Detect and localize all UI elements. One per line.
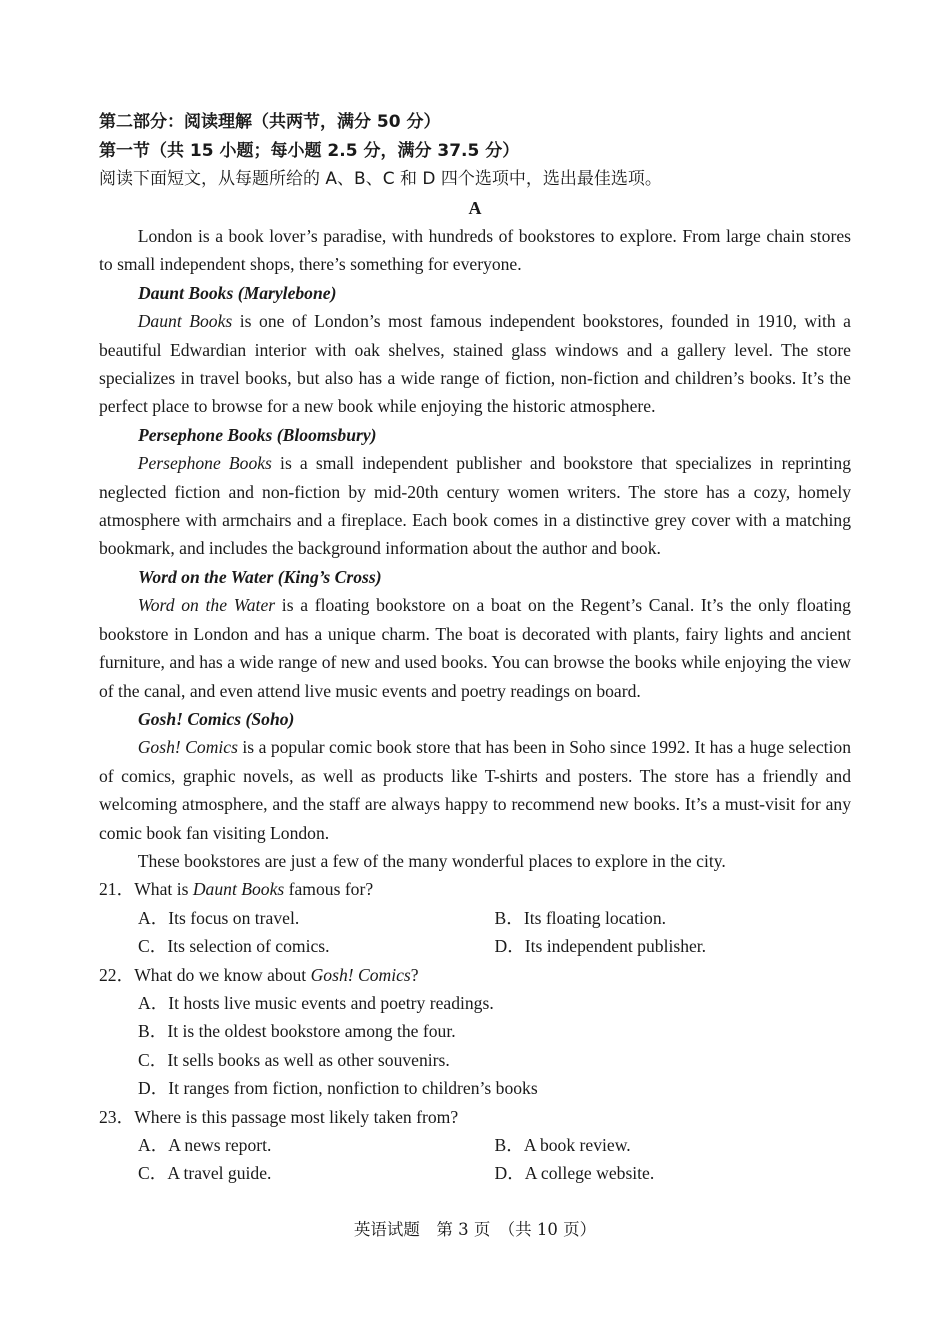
sub-heading: 第一节（共 15 小题；每小题 2.5 分，满分 37.5 分）	[99, 140, 520, 161]
store-heading-word-on-the-water: Word on the Water (King’s Cross)	[138, 566, 382, 587]
question-number: 22．	[99, 964, 135, 985]
question-21	[99, 875, 851, 903]
store-name: Daunt Books	[137, 311, 233, 332]
store-description: is one of London’s most famous independent bookstores, founded in 1910, with a beautiful Edwardian interior with oak shelves, stained glass windows and a gallery level. The store specializes in travel books, but also has a wide range of fiction, non-fiction and children’s books. It’s the perfect place to browse for a new book while enjoying the historic atmosphere.	[99, 311, 851, 417]
question-text-post: ?	[410, 964, 419, 985]
store-text-persephone	[99, 449, 851, 563]
question-text-italic: Gosh! Comics	[310, 964, 411, 985]
part-heading: 第二部分：阅读理解（共两节，满分 50 分）	[99, 112, 441, 132]
instruction: 阅读下面短文，从每题所给的 A、B、C 和 D 四个选项中，选出最佳选项。	[99, 169, 662, 189]
question-text-pre: What is	[134, 879, 193, 900]
options-row	[99, 932, 851, 960]
store-heading-persephone: Persephone Books (Bloomsbury)	[138, 424, 377, 445]
page-footer: 英语试题 第 3 页 （共 10 页）	[353, 1220, 597, 1239]
store-heading-gosh-comics: Gosh! Comics (Soho)	[138, 708, 295, 729]
store-text-gosh-comics	[99, 733, 851, 847]
option-d[interactable]: D．A college website.	[494, 1163, 655, 1184]
option-a[interactable]: A．It hosts live music events and poetry readings.	[138, 992, 494, 1013]
option-d[interactable]: D．It ranges from fiction, nonfiction to children’s books	[138, 1078, 538, 1099]
store-text-word-on-the-water	[99, 591, 851, 705]
question-text-italic: Daunt Books	[192, 879, 285, 900]
question-22	[99, 961, 851, 989]
exam-page	[99, 108, 851, 1188]
option-c[interactable]: C．It sells books as well as other souvenirs.	[138, 1049, 450, 1070]
passage-intro: London is a book lover’s paradise, with hundreds of bookstores to explore. From large chain stores to small independent shops, there’s something for everyone.	[99, 226, 851, 275]
option-a[interactable]: A．Its focus on travel.	[138, 907, 300, 928]
option-b[interactable]: B．A book review.	[494, 1135, 631, 1155]
store-name: Persephone Books	[137, 453, 272, 474]
question-text: Where is this passage most likely taken from?	[134, 1106, 459, 1127]
question-text-post: famous for?	[284, 879, 374, 900]
question-number: 23．	[99, 1106, 135, 1127]
passage-closing: These bookstores are just a few of the many wonderful places to explore in the city.	[137, 850, 726, 871]
store-text-daunt	[99, 307, 851, 421]
option-d[interactable]: D．Its independent publisher.	[494, 936, 707, 957]
store-description: is a floating bookstore on a boat on the Regent’s Canal. It’s the only floating bookstore in London and has a unique charm. The boat is decorated with plants, fairy lights and ancient furniture, and has a wide range of new and used books. You can browse the books while enjoying the view of the canal, and even attend live music events and poetry readings on board.	[99, 595, 851, 701]
store-description: is a small independent publisher and bookstore that specializes in reprinting neglected fiction and non-fiction by mid-20th century women writers. The store has a cozy, homely atmosphere with armchairs and a fireplace. Each book comes in a distinctive grey cover with a matching bookmark, and includes the background information about the author and book.	[99, 453, 851, 559]
store-name: Gosh! Comics	[137, 737, 238, 758]
store-description: is a popular comic book store that has been in Soho since 1992. It has a huge selection of comics, graphic novels, as well as products like T-shirts and posters. The store has a friendly and welcoming atmosphere, and the staff are always happy to recommend new books. It’s a must-visit for any comic book fan visiting London.	[99, 737, 851, 843]
question-text-pre: What do we know about	[134, 964, 311, 985]
option-a[interactable]: A．A news report.	[138, 1135, 272, 1155]
store-name: Word on the Water	[137, 595, 276, 616]
question-23	[99, 1103, 851, 1131]
option-c[interactable]: C．A travel guide.	[138, 1163, 272, 1184]
options-row	[99, 1131, 851, 1159]
passage-letter: A	[468, 197, 482, 218]
question-number: 21．	[99, 879, 135, 900]
store-heading-daunt: Daunt Books (Marylebone)	[138, 282, 337, 303]
option-b[interactable]: B．It is the oldest bookstore among the four.	[138, 1021, 456, 1042]
option-c[interactable]: C．Its selection of comics.	[138, 936, 330, 957]
options-row	[99, 904, 851, 932]
options-row	[99, 1159, 851, 1187]
option-b[interactable]: B．Its floating location.	[494, 907, 667, 928]
